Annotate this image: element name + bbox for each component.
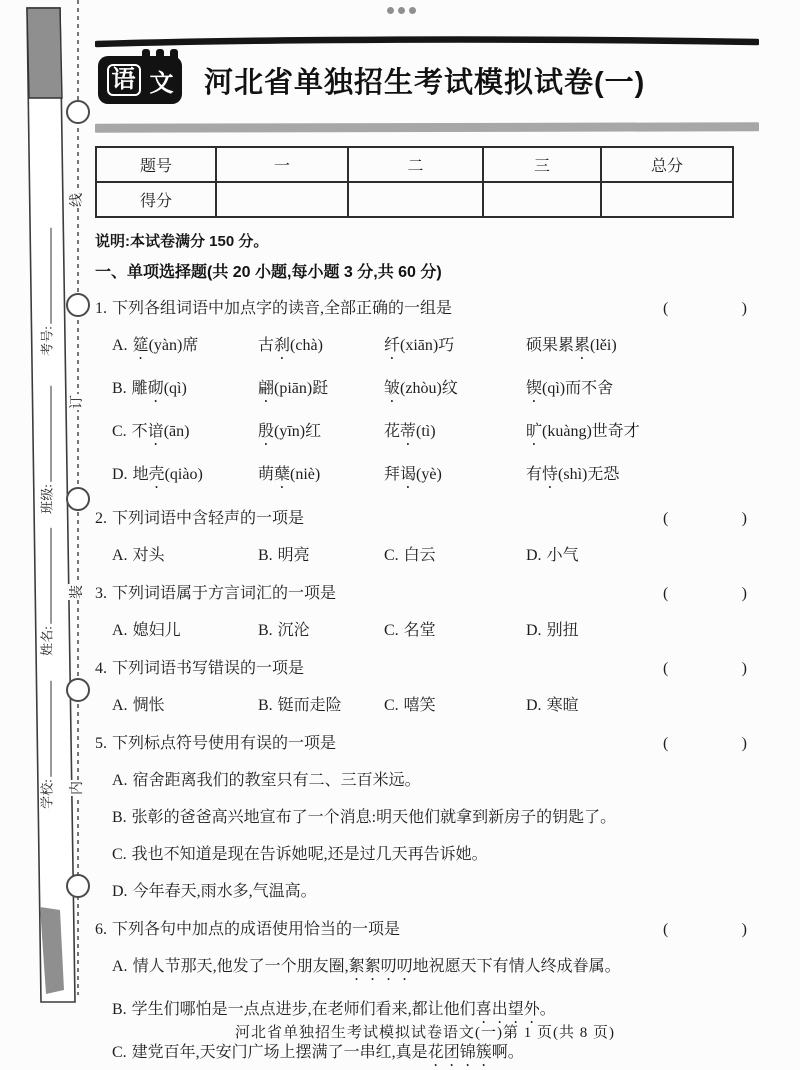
- question-number: 4.: [95, 660, 107, 677]
- question-2: [95, 508, 755, 567]
- score-header-timu: 题号: [96, 147, 216, 182]
- question-3: [95, 583, 755, 642]
- option: [258, 464, 384, 492]
- option-text: 宿舍距离我们的教室只有二、三百米远。: [132, 772, 421, 789]
- option-label: A.: [112, 697, 128, 714]
- option: [258, 620, 384, 642]
- class-field: [37, 386, 56, 514]
- score-table-header-row: [96, 147, 733, 182]
- answer-bracket: [663, 919, 755, 941]
- question-stem-row: [95, 658, 755, 680]
- score-header-one: 一: [216, 147, 348, 182]
- emphasized-text: 絮絮叨叨: [348, 958, 413, 975]
- question-stem: 下列词语中含轻声的一项是: [112, 510, 305, 527]
- score-cell-empty: [601, 182, 733, 217]
- score-table: [95, 146, 734, 218]
- exam-number-blank: [41, 228, 52, 324]
- question-stem-row: [95, 919, 755, 941]
- emphasized-text: 殷: [258, 423, 275, 440]
- option: [258, 545, 384, 567]
- option: [112, 421, 258, 449]
- binding-line-char-ding: 订: [68, 394, 88, 410]
- answer-bracket: [663, 298, 755, 320]
- bracket-open: (: [663, 921, 669, 938]
- option-text: 建党百年,天安门广场上摆满了一串红,真是: [131, 1044, 428, 1061]
- emphasized-text: 蘖: [274, 466, 291, 483]
- score-table-score-row: [96, 182, 733, 217]
- option: [258, 695, 384, 717]
- option: [384, 620, 526, 642]
- question-stem-row: [95, 733, 755, 755]
- option: [526, 335, 755, 363]
- bracket-open: (: [663, 585, 669, 602]
- option-text: (niè): [290, 466, 321, 483]
- option-text: 拜: [384, 466, 401, 483]
- option-label: A.: [112, 622, 128, 639]
- option-text: 对头: [132, 547, 165, 564]
- option-row: [95, 421, 755, 449]
- paper-title: 河北省单独招生考试模拟试卷(一): [204, 66, 646, 99]
- question-stem: 下列词语书写错误的一项是: [112, 660, 305, 677]
- option: [95, 1042, 755, 1070]
- bracket-close: ): [741, 300, 747, 317]
- question-stem: 下列各组词语中加点字的读音,全部正确的一组是: [112, 300, 453, 317]
- option-label: D.: [112, 883, 128, 900]
- question-1: [95, 298, 755, 492]
- emphasized-text: 蒂: [400, 423, 417, 440]
- option: [384, 545, 526, 567]
- option-label: A.: [112, 772, 128, 789]
- option-text: 我也不知道是现在告诉她呢,还是过几天再告诉她。: [131, 846, 488, 863]
- option-label: A.: [112, 337, 128, 354]
- option-label: C.: [112, 1044, 127, 1061]
- school-blank: [41, 681, 52, 777]
- emphasized-text: 皱: [384, 380, 401, 397]
- option-label: D.: [526, 547, 542, 564]
- option-text: 惆怅: [132, 697, 165, 714]
- subject-badge: [98, 56, 182, 104]
- option-text: 啊。: [491, 1044, 524, 1061]
- option: [526, 464, 755, 492]
- option: [384, 695, 526, 717]
- question-6: [95, 919, 755, 1070]
- emphasized-text: 谙: [147, 423, 164, 440]
- option-text: 嘻笑: [403, 697, 436, 714]
- option-label: C.: [112, 846, 127, 863]
- gray-divider-bar: [95, 122, 759, 132]
- option: [112, 378, 258, 406]
- option-text: 古: [258, 337, 275, 354]
- binding-line-char-zhuang: 装: [68, 584, 88, 600]
- question-number: 2.: [95, 510, 107, 527]
- emphasized-text: 锲: [526, 380, 543, 397]
- bracket-close: ): [741, 921, 747, 938]
- option-text: (qì): [163, 380, 187, 397]
- option: [384, 421, 526, 449]
- option: [112, 620, 258, 642]
- answer-bracket: [663, 658, 755, 680]
- option-label: B.: [112, 1001, 127, 1018]
- option-label: C.: [384, 547, 399, 564]
- question-number: 3.: [95, 585, 107, 602]
- option-text: 寒暄: [546, 697, 579, 714]
- option-row: [95, 464, 755, 492]
- bracket-close: ): [741, 510, 747, 527]
- binding-line-char-nei: 内: [68, 780, 88, 796]
- emphasized-text: 刹: [274, 337, 291, 354]
- emphasized-text: 恃: [542, 466, 559, 483]
- option: [95, 881, 755, 903]
- option: [526, 695, 755, 717]
- option-text: 铤而走险: [277, 697, 342, 714]
- badge-nub-icon: [170, 49, 178, 58]
- emphasized-text: 谒: [400, 466, 417, 483]
- option: [95, 807, 755, 829]
- option-text: 明亮: [277, 547, 310, 564]
- question-stem: 下列标点符号使用有误的一项是: [112, 735, 337, 752]
- school-field: [37, 681, 56, 809]
- option: [95, 844, 755, 866]
- option: [526, 378, 755, 406]
- question-5: [95, 733, 755, 903]
- option-text: (yīn)红: [274, 423, 322, 440]
- answer-bracket: [663, 583, 755, 605]
- option-text: 媳妇儿: [132, 622, 181, 639]
- option-text: 情人节那天,他发了一个朋友圈,: [132, 958, 349, 975]
- option-label: C.: [384, 697, 399, 714]
- option-text: (tì): [416, 423, 436, 440]
- bracket-close: ): [741, 660, 747, 677]
- option-label: B.: [258, 547, 273, 564]
- option: [258, 378, 384, 406]
- subject-char-wen: 文: [149, 69, 174, 97]
- option-text: 有: [526, 466, 543, 483]
- bracket-open: (: [663, 660, 669, 677]
- option-label: C.: [112, 423, 127, 440]
- option: [384, 464, 526, 492]
- emphasized-text: 纤: [384, 337, 401, 354]
- exam-note: 说明:本试卷满分 150 分。: [95, 233, 269, 250]
- emphasized-text: 翩: [258, 380, 275, 397]
- more-options-icon[interactable]: [387, 7, 416, 14]
- option-text: (chà): [290, 337, 323, 354]
- option-text: (xiān)巧: [400, 337, 455, 354]
- class-blank: [41, 386, 52, 482]
- option-label: B.: [258, 622, 273, 639]
- question-stem-row: [95, 508, 755, 530]
- exam-number-field: [37, 228, 56, 356]
- option-label: A.: [112, 958, 128, 975]
- option-text: 雕: [131, 380, 148, 397]
- option-label: D.: [526, 622, 542, 639]
- option-row: [95, 545, 755, 567]
- bracket-close: ): [741, 735, 747, 752]
- option: [258, 335, 384, 363]
- emphasized-text: 筵: [132, 337, 149, 354]
- question-stem-row: [95, 298, 755, 320]
- question-number: 5.: [95, 735, 107, 752]
- school-label: 学校:: [39, 779, 55, 809]
- option-text: 今年春天,雨水多,气温高。: [132, 883, 317, 900]
- bracket-close: ): [741, 585, 747, 602]
- emphasized-text: 喜出望外: [475, 1001, 540, 1018]
- option: [526, 620, 755, 642]
- emphasized-text: 砌: [147, 380, 164, 397]
- option: [112, 335, 258, 363]
- score-header-three: 三: [483, 147, 601, 182]
- question-number: 1.: [95, 300, 107, 317]
- option-text: (yè): [416, 466, 442, 483]
- badge-nub-icon: [142, 49, 150, 58]
- option: [526, 545, 755, 567]
- option: [384, 378, 526, 406]
- page-footer: 河北省单独招生考试模拟试卷语文(一)第 1 页(共 8 页): [235, 1025, 615, 1041]
- question-number: 6.: [95, 921, 107, 938]
- option-text: 萌: [258, 466, 275, 483]
- question-stem-row: [95, 583, 755, 605]
- badge-nub-icon: [156, 49, 164, 58]
- option-text: 花: [384, 423, 401, 440]
- emphasized-text: 累: [574, 337, 591, 354]
- option-row: [95, 695, 755, 717]
- option: [526, 421, 755, 449]
- score-header-two: 二: [348, 147, 483, 182]
- exam-number-label: 考号:: [39, 326, 55, 356]
- emphasized-text: 花团锦簇: [427, 1044, 492, 1061]
- emphasized-text: 壳: [148, 466, 165, 483]
- name-label: 姓名:: [39, 626, 55, 656]
- option-row: [95, 620, 755, 642]
- option-text: (shì)无恐: [558, 466, 620, 483]
- question-4: [95, 658, 755, 717]
- top-rule-line: [95, 36, 759, 48]
- binding-line-char-xian: 线: [68, 192, 88, 208]
- option-label: D.: [526, 697, 542, 714]
- option: [112, 464, 258, 492]
- option-text: 。: [539, 1001, 556, 1018]
- score-cell-empty: [216, 182, 348, 217]
- option-row: [95, 378, 755, 406]
- option: [95, 770, 755, 792]
- option-text: (piān)跹: [274, 380, 329, 397]
- option-text: 小气: [546, 547, 579, 564]
- subject-char-yu: 语: [107, 64, 141, 96]
- exam-page: [95, 36, 755, 1070]
- option-text: 别扭: [546, 622, 579, 639]
- option-text: 张彰的爸爸高兴地宣布了一个消息:明天他们就拿到新房子的钥匙了。: [131, 809, 617, 826]
- option-text: 不: [131, 423, 148, 440]
- score-cell-empty: [483, 182, 601, 217]
- answer-bracket: [663, 508, 755, 530]
- option: [112, 545, 258, 567]
- option-label: A.: [112, 547, 128, 564]
- option-label: B.: [258, 697, 273, 714]
- emphasized-text: 旷: [526, 423, 543, 440]
- score-row-label: 得分: [96, 182, 216, 217]
- option-text: (kuàng)世奇才: [542, 423, 640, 440]
- masthead: [95, 54, 755, 106]
- option: [95, 956, 755, 984]
- option-row: [95, 335, 755, 363]
- option-text: (qì)而不舍: [542, 380, 614, 397]
- bracket-open: (: [663, 510, 669, 527]
- question-stem: 下列词语属于方言词汇的一项是: [112, 585, 337, 602]
- option-text: 沉沦: [277, 622, 310, 639]
- option-text: 学生们哪怕是一点点进步,在老师们看来,都让他们: [131, 1001, 476, 1018]
- option-text: (qiào): [164, 466, 203, 483]
- score-header-total: 总分: [601, 147, 733, 182]
- name-blank: [41, 528, 52, 624]
- option-text: 地祝愿天下有情人终成眷属。: [412, 958, 621, 975]
- option-text: (zhòu)纹: [400, 380, 458, 397]
- score-cell-empty: [348, 182, 483, 217]
- section-heading: 一、单项选择题(共 20 小题,每小题 3 分,共 60 分): [95, 264, 442, 281]
- bracket-open: (: [663, 300, 669, 317]
- option-text: (yàn)席: [148, 337, 199, 354]
- answer-bracket: [663, 733, 755, 755]
- question-stem: 下列各句中加点的成语使用恰当的一项是: [112, 921, 401, 938]
- option: [258, 421, 384, 449]
- option-label: B.: [112, 380, 127, 397]
- option-text: 白云: [403, 547, 436, 564]
- bracket-open: (: [663, 735, 669, 752]
- option: [384, 335, 526, 363]
- option-text: 硕果累: [526, 337, 575, 354]
- name-field: [37, 528, 56, 656]
- option-text: (lěi): [590, 337, 617, 354]
- option-text: 名堂: [403, 622, 436, 639]
- option-text: (ān): [163, 423, 190, 440]
- option-label: D.: [112, 466, 128, 483]
- questions-list: [95, 298, 755, 1070]
- class-label: 班级:: [39, 484, 55, 514]
- option-label: C.: [384, 622, 399, 639]
- option-label: B.: [112, 809, 127, 826]
- option: [112, 695, 258, 717]
- option-text: 地: [132, 466, 149, 483]
